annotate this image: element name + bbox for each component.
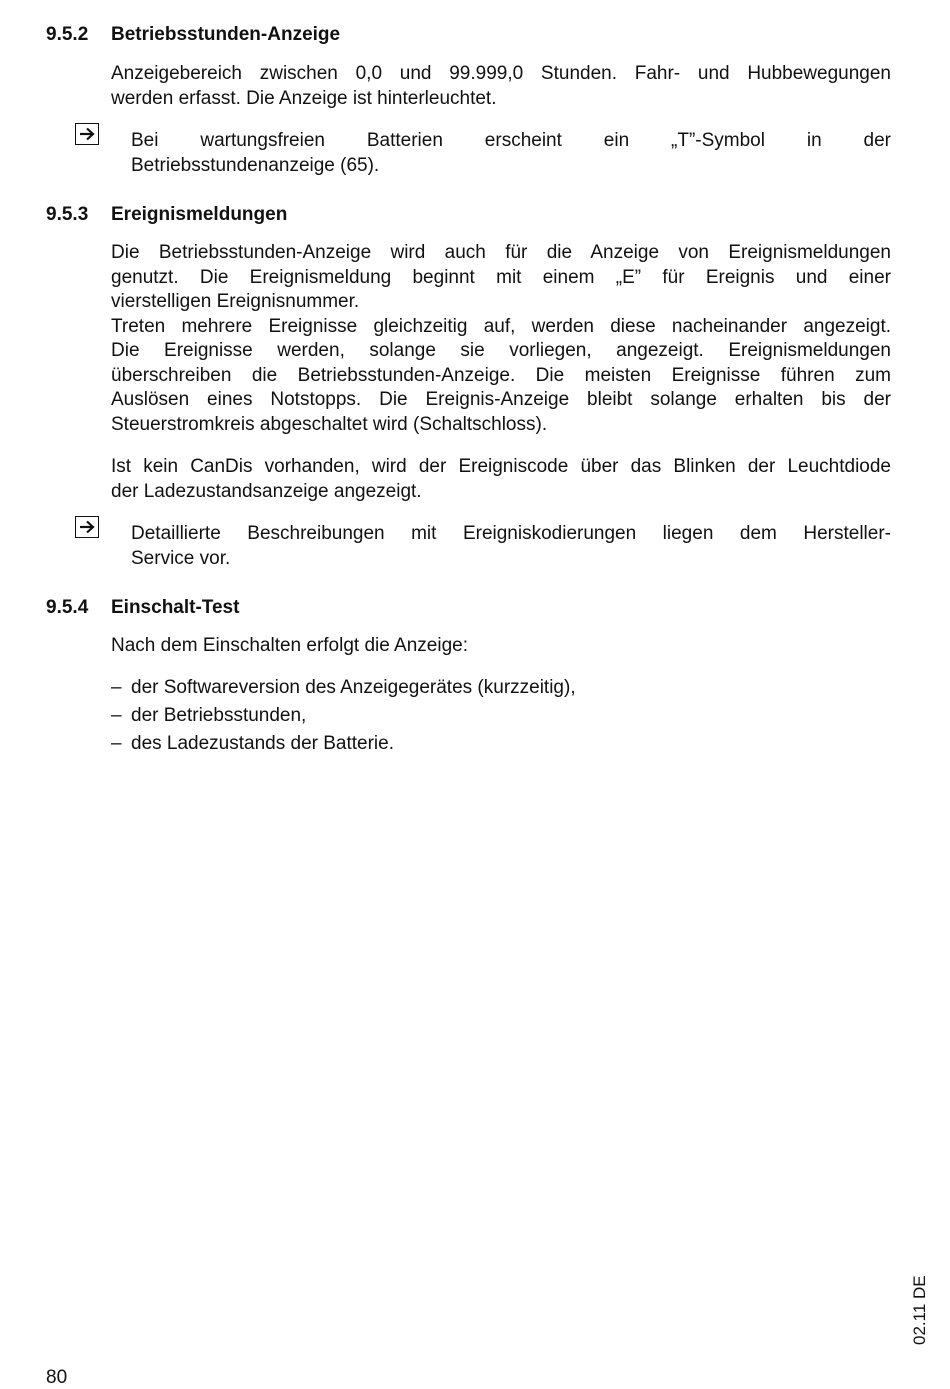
text-line: genutzt. Die Ereignismeldung beginnt mit einem „E” für Ereignis und einer [111,266,891,288]
dash-bullet: – [111,677,122,698]
dash-bullet: – [111,705,122,726]
text-line: Auslösen eines Notstopps. Die Ereignis-Anzeige bleibt solange erhalten bis der [111,389,891,410]
list-item-text: der Softwareversion des Anzeigegerätes (kurzzeitig), [131,677,576,698]
section-title: Einschalt-Test [111,597,240,618]
list-item [111,704,891,732]
text-line: Nach dem Einschalten erfolgt die Anzeige: [111,635,468,656]
text-line: Betriebsstundenanzeige (65). [131,154,380,176]
text-line: Steuerstromkreis abgeschaltet wird (Schaltschloss). [111,413,548,435]
paragraph [111,634,891,659]
note-text [131,522,891,571]
text-line: überschreiben die Betriebsstunden-Anzeige. Die meisten Ereignisse führen zum [111,364,891,386]
text-line: der Ladezustandsanzeige angezeigt. [111,480,422,502]
text-line: Bei wartungsfreien Batterien erscheint ein „T”-Symbol in der [131,130,891,151]
paragraph [111,62,891,111]
list-item-text: des Ladezustands der Batterie. [131,733,395,754]
list-item [111,732,891,760]
section-number: 9.5.2 [46,24,89,45]
bullet-list [111,676,891,760]
arrow-right-icon [75,123,99,145]
text-line: Anzeigebereich zwischen 0,0 und 99.999,0 Stunden. Fahr- und Hubbewegungen [111,63,891,84]
dash-bullet: – [111,733,122,754]
section-number: 9.5.3 [46,204,89,225]
section-heading-9-5-2 [46,23,340,47]
paragraph [111,455,891,504]
text-line: Treten mehrere Ereignisse gleichzeitig auf, werden diese nacheinander angezeigt. [111,315,891,337]
list-item-text: der Betriebsstunden, [131,705,307,726]
section-title: Betriebsstunden-Anzeige [111,24,341,45]
page-number: 80 [46,1367,68,1388]
text-line: Detaillierte Beschreibungen mit Ereigniskodierungen liegen dem Hersteller- [131,523,891,544]
document-code: 02.11 DE [910,1275,929,1345]
arrow-right-icon [75,516,99,538]
section-heading-9-5-4 [46,596,239,620]
text-line: werden erfasst. Die Anzeige ist hinterleuchtet. [111,87,497,109]
section-heading-9-5-3 [46,203,287,227]
paragraph [111,241,891,437]
text-line: Die Ereignisse werden, solange sie vorliegen, angezeigt. Ereignismeldungen [111,340,891,361]
note-text [131,129,891,178]
section-number: 9.5.4 [46,597,89,618]
text-line: vierstelligen Ereignisnummer. [111,291,360,312]
text-line: Die Betriebsstunden-Anzeige wird auch für die Anzeige von Ereignismeldungen [111,242,891,263]
section-title: Ereignismeldungen [111,204,288,225]
text-line: Service vor. [131,547,231,569]
list-item [111,676,891,704]
text-line: Ist kein CanDis vorhanden, wird der Ereigniscode über das Blinken der Leuchtdiode [111,456,891,477]
